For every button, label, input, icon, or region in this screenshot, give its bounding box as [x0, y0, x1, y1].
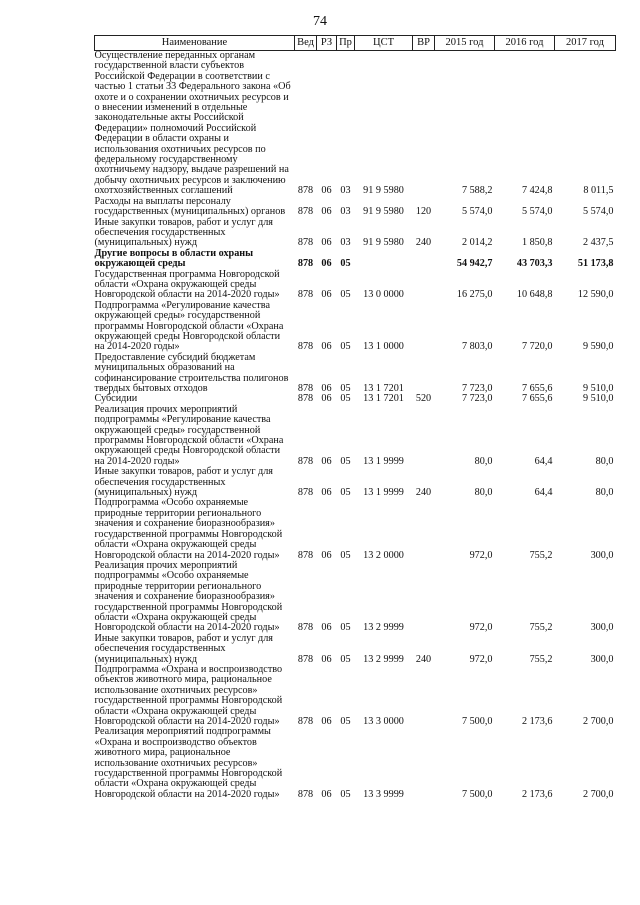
row-pr: 05: [340, 653, 351, 665]
row-vr: [413, 665, 435, 727]
row-pr: 03: [340, 237, 351, 249]
row-amount-2017: 8 011,5: [583, 185, 614, 197]
row-rz: 06: [321, 716, 332, 727]
row-amount-2017: 9 510,0: [582, 383, 614, 394]
row-pr: 03: [340, 206, 351, 218]
row-vr: [413, 270, 435, 301]
row-amount-2015: 54 942,7: [456, 258, 493, 270]
row-pr: 05: [340, 788, 351, 800]
row-amount-2017: 2 437,5: [582, 237, 614, 249]
table-row: [95, 353, 616, 395]
row-amount-2017: 2 700,0: [582, 788, 614, 800]
row-amount-2017: 2 700,0: [582, 716, 614, 727]
row-amount-2016: 64,4: [534, 455, 553, 467]
row-amount-2015: 16 275,0: [456, 289, 493, 301]
table-row: [95, 665, 616, 727]
row-amount-2015: 972,0: [469, 653, 493, 665]
table-row: [95, 270, 616, 301]
row-amount-2017: 300,0: [590, 549, 614, 561]
row-rz: 06: [321, 206, 332, 218]
row-ved: 878: [297, 788, 314, 800]
row-amount-2016: 755,2: [529, 622, 553, 634]
row-pr: 05: [340, 549, 351, 561]
row-pr: 05: [340, 393, 351, 405]
row-name: Субсидии: [94, 393, 138, 405]
row-amount-2015: 2 014,2: [461, 237, 493, 249]
row-rz: 06: [321, 185, 332, 197]
row-amount-2016: 1 850,8: [521, 237, 553, 249]
row-vr: [413, 561, 435, 634]
row-amount-2016: 7 424,8: [521, 185, 553, 197]
row-amount-2017: 300,0: [590, 622, 614, 634]
table-row: [95, 197, 616, 218]
table-row: [95, 498, 616, 560]
row-vr: [413, 353, 435, 395]
row-name: Подпрограмма «Охрана и воспроизводство объектов животного мира, рациональное использование охотничьих ресурсов» государственной программы Новгородской области «Охрана окружающей среды Новгородской области на 2014-2020 годы»: [94, 663, 283, 727]
row-cst: 13 2 9999: [363, 622, 404, 634]
header-name: Наименование: [95, 36, 295, 51]
table-row: [95, 301, 616, 353]
row-pr: 05: [340, 258, 351, 270]
row-ved: 878: [297, 455, 314, 467]
row-ved: 878: [297, 206, 314, 218]
row-pr: 05: [340, 487, 351, 499]
row-cst: 13 1 9999: [363, 487, 404, 499]
header-pr: Пр: [337, 36, 355, 51]
row-pr: 05: [340, 383, 351, 394]
row-rz: 06: [321, 653, 332, 665]
row-cst: 13 0 0000: [363, 289, 404, 301]
budget-table: [94, 35, 616, 800]
row-amount-2015: 5 574,0: [461, 206, 493, 218]
header-2017: 2017 год: [555, 36, 616, 51]
row-rz: 06: [321, 455, 332, 467]
row-name: Осуществление переданных органам государственной власти субъектов Российской Федерации в соответствии с частью 1 статьи 33 Федерального закона «Об охоте и о сохранении охотничьих ресурсов и о внесении изменений в отдельные законодательные акты Российской Федерации» полномочий Российской Федерации в области охраны и использования охотничьих ресурсов по федеральному государственному охотничьему надзору, выдаче разрешений на добычу охотничьих ресурсов и заключению охотхозяйственных соглашений: [94, 50, 291, 197]
row-ved: 878: [297, 341, 314, 353]
row-amount-2016: 7 655,6: [521, 383, 553, 394]
row-rz: 06: [321, 289, 332, 301]
row-cst: 91 9 5980: [363, 185, 404, 197]
table-row: [95, 467, 616, 498]
row-cst: 13 2 9999: [363, 653, 404, 665]
row-name: Подпрограмма «Регулирование качества окружающей среды» государственной программы Новгородской области «Охрана окружающей среды Новгородской области на 2014-2020 годы»: [94, 299, 284, 353]
row-amount-2015: 7 723,0: [461, 383, 493, 394]
row-pr: 05: [340, 341, 351, 353]
row-vr: [413, 498, 435, 560]
row-cst: 13 1 7201: [363, 383, 404, 394]
table-row: [95, 634, 616, 665]
row-pr: 05: [340, 289, 351, 301]
row-amount-2017: 300,0: [590, 653, 614, 665]
row-amount-2016: 755,2: [529, 549, 553, 561]
row-vr: [413, 405, 435, 467]
row-amount-2015: 7 723,0: [461, 393, 493, 405]
row-amount-2015: 7 803,0: [461, 341, 493, 353]
row-amount-2015: 80,0: [474, 487, 493, 499]
row-amount-2016: 64,4: [534, 487, 553, 499]
row-ved: 878: [297, 716, 314, 727]
row-vr: 240: [415, 237, 432, 249]
row-amount-2017: 80,0: [595, 487, 614, 499]
row-ved: 878: [297, 237, 314, 249]
row-name: Расходы на выплаты персоналу государственных (муниципальных) органов: [94, 195, 286, 218]
row-amount-2016: 755,2: [529, 653, 553, 665]
row-cst: [355, 249, 413, 270]
row-name: Реализация прочих мероприятий подпрограммы «Регулирование качества окружающей среды» государственной программы Новгородской области «Охрана окружающей среды Новгородской области на 2014-2020 годы»: [94, 403, 284, 467]
row-rz: 06: [321, 341, 332, 353]
row-name: Реализация мероприятий подпрограммы «Охрана и воспроизводство объектов животного мира, рациональное использование охотничьих ресурсов» государственной программы Новгородской области «Охрана окружающей среды Новгородской области на 2014-2020 годы»: [94, 726, 283, 800]
row-vr: [413, 51, 435, 197]
row-amount-2015: 972,0: [469, 549, 493, 561]
row-pr: 05: [340, 455, 351, 467]
row-rz: 06: [321, 393, 332, 405]
row-amount-2016: 7 655,6: [521, 393, 553, 405]
row-amount-2017: 80,0: [595, 455, 614, 467]
row-vr: [413, 249, 435, 270]
row-rz: 06: [321, 383, 332, 394]
row-amount-2016: 5 574,0: [521, 206, 553, 218]
header-cst: ЦСТ: [355, 36, 413, 51]
header-vr: ВР: [413, 36, 435, 51]
row-cst: 91 9 5980: [363, 237, 404, 249]
row-vr: [413, 301, 435, 353]
row-amount-2015: 80,0: [474, 455, 493, 467]
row-rz: 06: [321, 788, 332, 800]
table-body: [95, 51, 616, 801]
row-rz: 06: [321, 549, 332, 561]
row-rz: 06: [321, 622, 332, 634]
header-2015: 2015 год: [435, 36, 495, 51]
header-2016: 2016 год: [495, 36, 555, 51]
table-row: [95, 561, 616, 634]
row-ved: 878: [297, 393, 314, 405]
row-cst: 13 3 9999: [363, 788, 404, 800]
row-cst: 13 3 0000: [363, 716, 404, 727]
row-rz: 06: [321, 237, 332, 249]
row-name: Другие вопросы в области охраны окружающей среды: [94, 247, 254, 270]
row-vr: [413, 727, 435, 800]
row-amount-2016: 10 648,8: [516, 289, 553, 301]
row-rz: 06: [321, 258, 332, 270]
row-ved: 878: [297, 653, 314, 665]
row-amount-2015: 7 588,2: [461, 185, 493, 197]
row-ved: 878: [297, 185, 314, 197]
row-name: Подпрограмма «Особо охраняемые природные территории регионального значения и сохранение биоразнообразия» государственной программы Новгородской области «Охрана окружающей среды Новгородской области на 2014-2020 годы»: [94, 497, 283, 561]
row-name: Государственная программа Новгородской области «Охрана окружающей среды Новгородской области на 2014-2020 годы»: [94, 268, 280, 301]
row-ved: 878: [297, 289, 314, 301]
row-cst: 13 1 0000: [363, 341, 404, 353]
row-ved: 878: [297, 549, 314, 561]
row-ved: 878: [297, 622, 314, 634]
row-ved: 878: [297, 383, 314, 394]
row-amount-2016: 7 720,0: [521, 341, 553, 353]
row-cst: 13 1 7201: [363, 393, 404, 405]
row-amount-2017: 9 510,0: [582, 393, 614, 405]
row-vr: 240: [415, 487, 432, 499]
header-rz: РЗ: [317, 36, 337, 51]
row-ved: 878: [297, 258, 314, 270]
row-pr: 05: [340, 622, 351, 634]
row-name: Реализация прочих мероприятий подпрограммы «Особо охраняемые природные территории регионального значения и сохранение биоразнообразия» государственной программы Новгородской области «Охрана окружающей среды Новгородской области на 2014-2020 годы»: [94, 559, 283, 634]
table-row: [95, 218, 616, 249]
row-pr: 05: [340, 716, 351, 727]
row-amount-2015: 7 500,0: [461, 716, 493, 727]
row-amount-2016: 2 173,6: [521, 788, 553, 800]
row-amount-2015: 7 500,0: [461, 788, 493, 800]
row-cst: 13 1 9999: [363, 455, 404, 467]
row-cst: 13 2 0000: [363, 549, 404, 561]
table-row: [95, 405, 616, 467]
row-vr: 520: [415, 393, 432, 405]
page-number: 74: [313, 14, 327, 29]
table-row: [95, 727, 616, 800]
row-pr: 03: [340, 185, 351, 197]
table-row: [95, 51, 616, 197]
row-amount-2017: 12 590,0: [577, 289, 614, 301]
row-name: Предоставление субсидий бюджетам муниципальных образований на софинансирование строительства полигонов твердых бытовых отходов: [94, 351, 289, 394]
row-vr: 120: [415, 206, 432, 218]
header-ved: Вед: [295, 36, 317, 51]
row-name: Иные закупки товаров, работ и услуг для обеспечения государственных (муниципальных) нужд: [94, 466, 273, 499]
row-vr: 240: [415, 653, 432, 665]
row-rz: 06: [321, 487, 332, 499]
row-amount-2016: 43 703,3: [516, 258, 553, 270]
table-header-row: [95, 36, 616, 51]
row-amount-2017: 5 574,0: [582, 206, 614, 218]
row-amount-2015: 972,0: [469, 622, 493, 634]
row-cst: 91 9 5980: [363, 206, 404, 218]
row-amount-2016: 2 173,6: [521, 716, 553, 727]
table-row: [95, 249, 616, 270]
row-amount-2017: 9 590,0: [582, 341, 614, 353]
row-name: Иные закупки товаров, работ и услуг для обеспечения государственных (муниципальных) нужд: [94, 216, 273, 249]
row-ved: 878: [297, 487, 314, 499]
row-name: Иные закупки товаров, работ и услуг для обеспечения государственных (муниципальных) нужд: [94, 632, 273, 665]
row-amount-2017: 51 173,8: [577, 258, 614, 270]
